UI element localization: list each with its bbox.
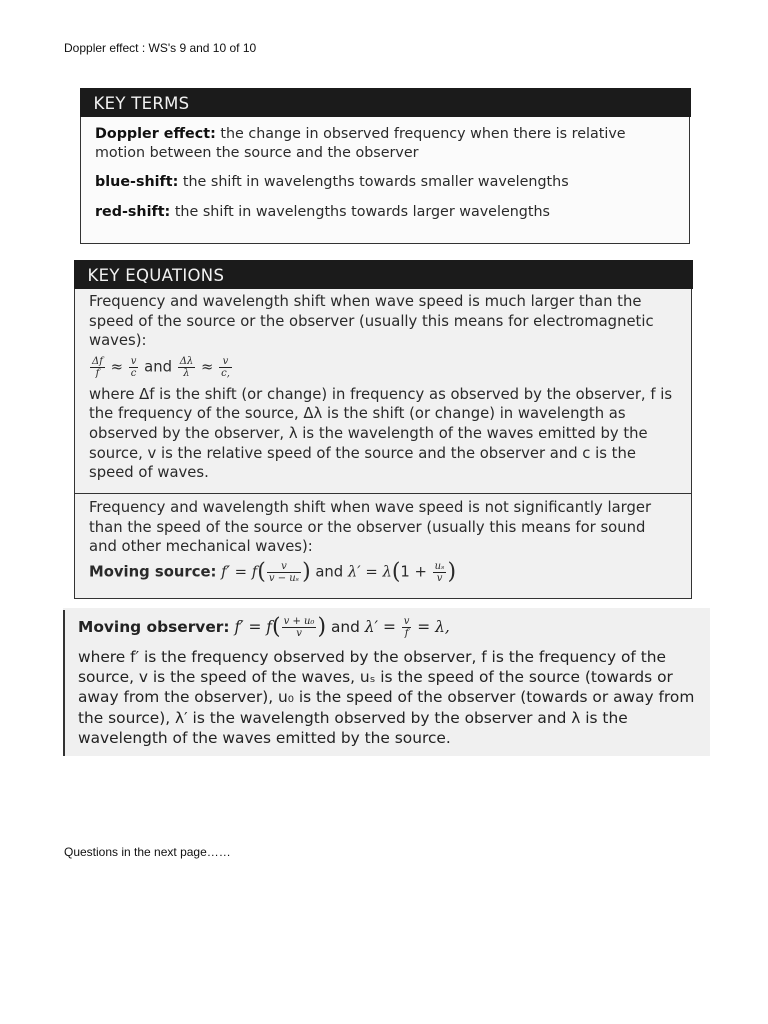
term-label: blue-shift:: [95, 174, 179, 190]
page-header: Doppler effect : WS's 9 and 10 of 10: [64, 41, 257, 55]
section-intro: Frequency and wavelength shift when wave speed is not significantly larger than the speed of the source or the observer (usually this means for sound and other mechanical waves):: [89, 499, 652, 556]
fraction-v-v-us: $\frac{v}{\text{v − uₛ}}$: [268, 560, 300, 584]
term-blue-shift: [95, 173, 675, 192]
term-red-shift: [95, 203, 675, 222]
term-definition: the change in observed frequency when there is relative motion between the source and the observer: [95, 126, 626, 161]
moving-observer-label: Moving observer:: [78, 618, 230, 636]
fraction-v-c2: $\frac{v}{c,}$: [221, 355, 230, 379]
term-label: Doppler effect:: [95, 126, 216, 142]
key-terms-title: KEY TERMS: [80, 88, 691, 117]
moving-observer-equation: Moving observer: f′ = f( $\frac{\text{v + u₀}}{v}$ ) and λ′ = $\frac{v}{f}$ = λ,: [78, 614, 450, 640]
section-intro: Frequency and wavelength shift when wave speed is much larger than the speed of the source or the observer (usually this means for electromagnetic waves):: [89, 293, 654, 350]
equations-section-em: [75, 289, 691, 494]
term-definition: the shift in wavelengths towards larger wavelengths: [170, 203, 550, 220]
term-label: red-shift:: [95, 203, 171, 220]
where-text: where f′ is the frequency observed by the observer, f is the frequency of the source, v is the speed of the waves, uₛ is the speed of the source (towards or away from the observer), u₀ is the speed of the observer (towards or away from the source), λ′ is the wavelength observed by the observer and λ is the wavelength of the waves emitted by the source.: [78, 648, 695, 747]
term-doppler: [95, 125, 675, 162]
fraction-df-f: $\frac{\Delta f}{f}$: [92, 355, 103, 379]
moving-source-equation: Moving source: f′ = f( $\frac{v}{\text{v − uₛ}}$ ) and λ′ = λ(1 + $\frac{\text{uₛ}}{v}$ ): [89, 559, 457, 585]
moving-observer-block: [63, 608, 710, 756]
left-rule: [63, 610, 65, 756]
page-footer: Questions in the next page……: [64, 845, 231, 859]
where-text: where Δf is the shift (or change) in frequency as observed by the observer, f is the frequency of the source, Δλ is the shift (or change) in wavelength as observed by the observer, λ is the wavelength of the waves emitted by the source, v is the relative speed of the source and the observer and c is the speed of waves.: [89, 385, 673, 482]
fraction-v-c: $\frac{v}{c}$: [130, 355, 137, 379]
fraction-v-uo-v: $\frac{\text{v + u₀}}{v}$: [283, 616, 315, 639]
key-terms-body: [81, 117, 689, 221]
fraction-dl-l: $\frac{\Delta\lambda}{\lambda}$: [179, 355, 194, 379]
key-equations-title: KEY EQUATIONS: [74, 260, 693, 289]
key-terms-box: [80, 88, 690, 244]
term-definition: the shift in wavelengths towards smaller wavelengths: [178, 174, 569, 190]
fraction-us-v: $\frac{\text{uₛ}}{v}$: [434, 560, 445, 584]
key-equations-box: [74, 260, 692, 599]
fraction-v-f: $\frac{v}{f}$: [403, 616, 410, 639]
moving-observer-body: [63, 608, 710, 748]
moving-source-label: Moving source:: [89, 563, 217, 581]
shift-equation: $\frac{\Delta f}{f}$ ≈ $\frac{v}{c}$ and $\frac{\Delta\lambda}{\lambda}$ ≈ $\frac{v}{c,}$: [92, 355, 230, 379]
equations-section-mechanical: [75, 494, 691, 584]
